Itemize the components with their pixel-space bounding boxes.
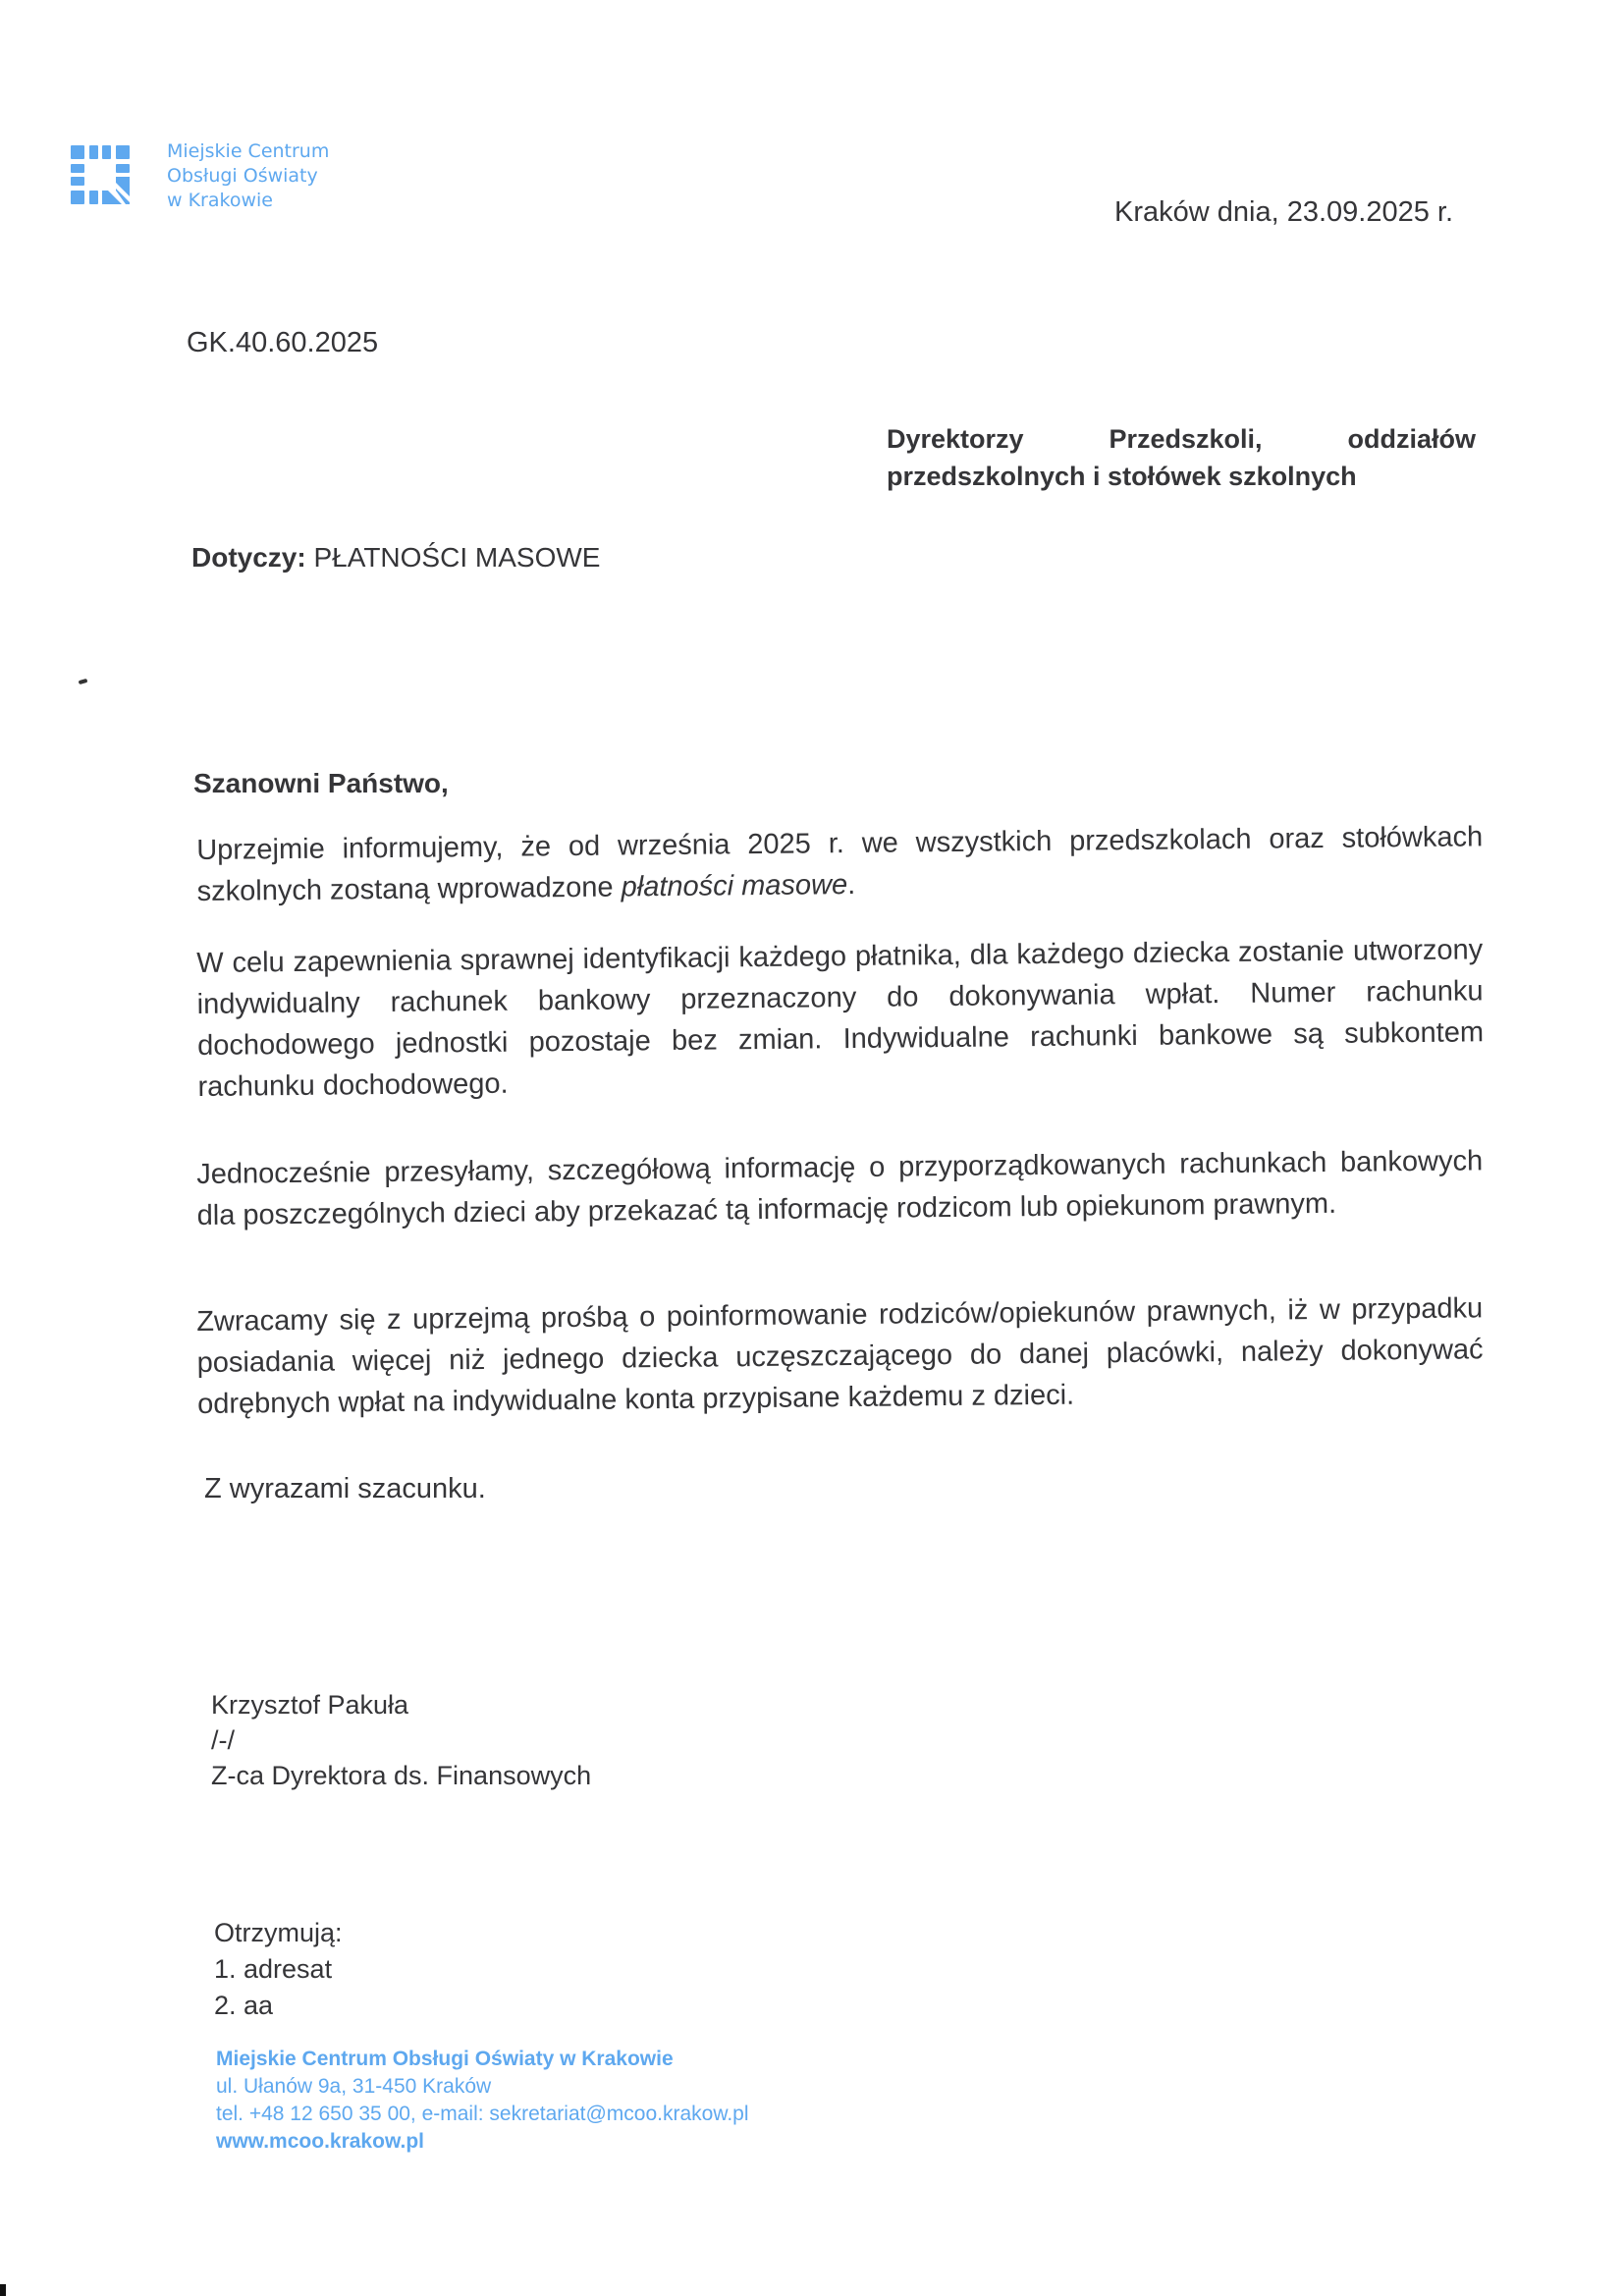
letterhead-footer: [216, 2046, 749, 2156]
recipient-word: Dyrektorzy: [887, 424, 1024, 454]
reference-number: GK.40.60.2025: [187, 327, 379, 358]
letter-date: Kraków dnia, 23.09.2025 r.: [1114, 196, 1454, 228]
signature-mark: /-/: [211, 1725, 235, 1755]
letterhead-org-name: [167, 139, 329, 213]
recipient-block: [887, 420, 1476, 495]
paragraph-1: [196, 816, 1484, 912]
greeting: Szanowni Państwo,: [193, 768, 449, 798]
distribution-heading: Otrzymują:: [214, 1918, 343, 1947]
paragraph-4: Zwracamy się z uprzejmą prośbą o poinformowanie rodziców/opiekunów prawnych, iż w przypadku posiadania więcej niż jednego dziecka uczęszczającego do danej placówki, należy dokonywać odrębnych wpłat na indywidualne konta przypisane każdemu z dzieci.: [196, 1292, 1484, 1420]
closing: Z wyrazami szacunku.: [204, 1473, 486, 1504]
signatory-name: Krzysztof Pakuła: [211, 1690, 409, 1720]
footer-organization: Miejskie Centrum Obsługi Oświaty w Krakowie: [216, 2048, 674, 2070]
logo-line: w Krakowie: [167, 190, 273, 211]
distribution-item: 2. aa: [214, 1991, 274, 2020]
distribution-item: 1. adresat: [214, 1954, 333, 1984]
signature-block: [211, 1687, 591, 1793]
subject-line: [191, 542, 600, 574]
recipient-word: Przedszkoli,: [1109, 424, 1263, 454]
scan-artifact: [0, 2284, 6, 2296]
paragraph-1-text: Uprzejmie informujemy, że od września 2025 r. we wszystkich przedszkolach oraz stołówkach szkolnych zostaną wprowadzone: [196, 821, 1484, 907]
subject-value: PŁATNOŚCI MASOWE: [313, 542, 601, 573]
footer-website[interactable]: www.mcoo.krakow.pl: [216, 2130, 424, 2153]
scan-artifact: [79, 679, 88, 684]
paragraph-1-emphasis: płatności masowe: [621, 869, 848, 903]
paragraph-3: Jednocześnie przesyłamy, szczegółową informację o przyporządkowanych rachunkach bankowych dla poszczególnych dzieci aby przekazać tą informację rodzicom lub opiekunom prawnym.: [196, 1145, 1484, 1231]
logo-line: Obsługi Oświaty: [167, 165, 318, 187]
recipient-line-1: [887, 420, 1476, 458]
distribution-list: [214, 1915, 343, 2024]
mcoo-logo-icon: [71, 145, 139, 214]
paragraph-1-end: .: [846, 868, 856, 902]
subject-label: Dotyczy:: [191, 542, 306, 573]
footer-contact: tel. +48 12 650 35 00, e-mail: sekretariat@mcoo.krakow.pl: [216, 2103, 749, 2125]
footer-address: ul. Ułanów 9a, 31-450 Kraków: [216, 2075, 492, 2098]
recipient-word: oddziałów: [1347, 424, 1476, 454]
logo-line: Miejskie Centrum: [167, 140, 330, 162]
paragraph-2: W celu zapewnienia sprawnej identyfikacji każdego płatnika, dla każdego dziecka zostanie utworzony indywidualny rachunek bankowy przeznaczony do dokonywania wpłat. Numer rachunku dochodowego jednostki pozostaje bez zmian. Indywidualne rachunki bankowe są subkontem rachunku dochodowego.: [196, 934, 1485, 1103]
signatory-title: Z-ca Dyrektora ds. Finansowych: [211, 1761, 592, 1790]
recipient-line-2: przedszkolnych i stołówek szkolnych: [887, 462, 1357, 491]
